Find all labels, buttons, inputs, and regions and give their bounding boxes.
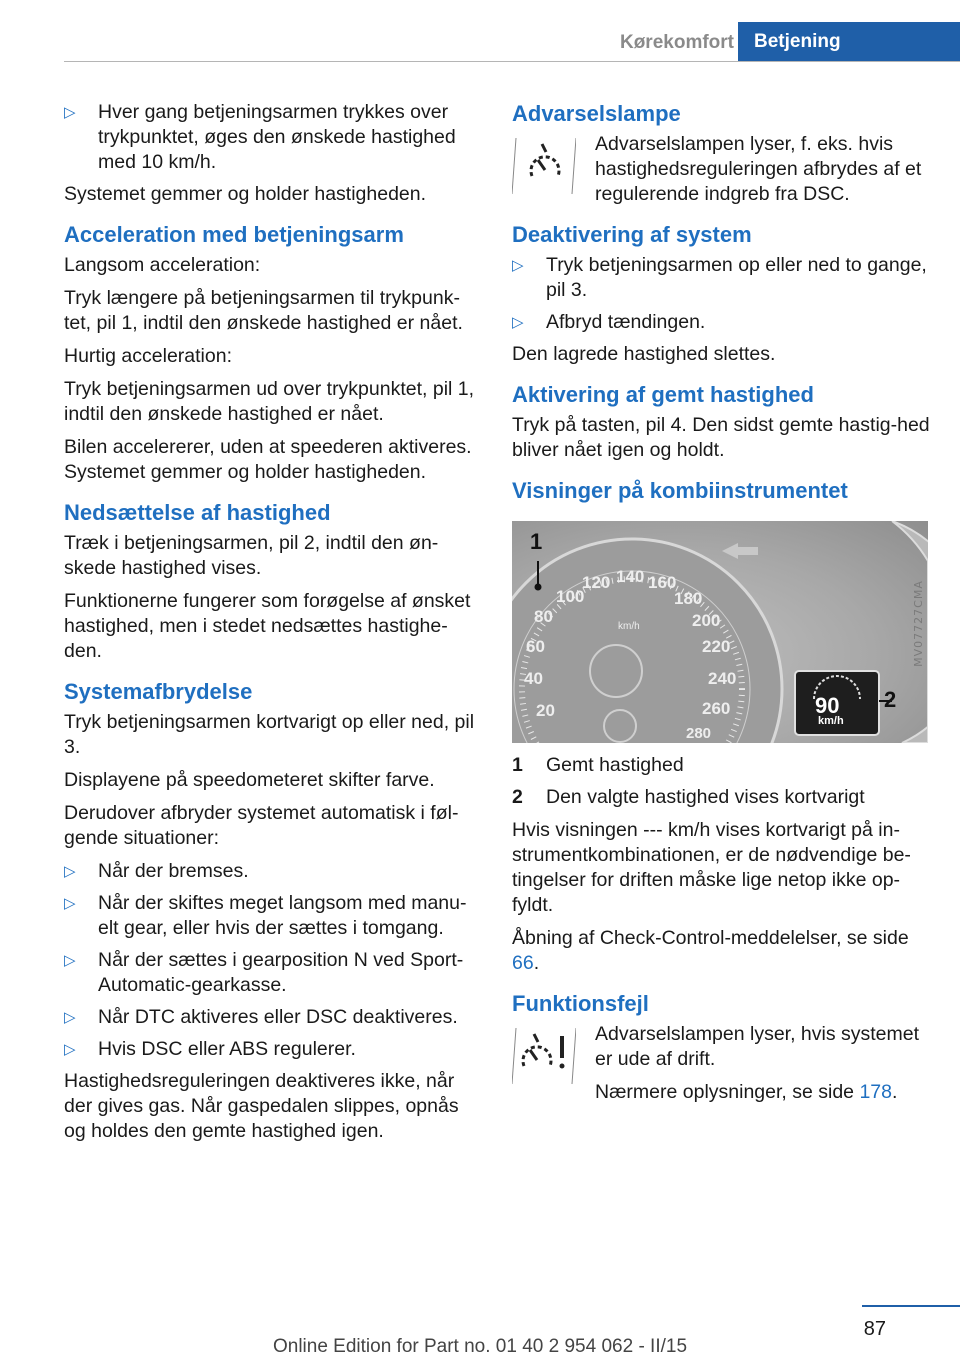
page-link-66[interactable]: 66 xyxy=(512,952,534,974)
right-column xyxy=(512,100,932,1113)
callout-2: 2 xyxy=(884,687,897,712)
footer-rule xyxy=(862,1305,960,1307)
triangle-right-icon: ▷ xyxy=(512,314,524,331)
chapter-tab[interactable]: Betjening xyxy=(738,22,960,62)
list-item: ▷ Hvis DSC eller ABS regulerer. xyxy=(64,1038,356,1060)
figure-legend xyxy=(512,753,932,810)
paragraph: Systemet gemmer og holder hastigheden. xyxy=(64,183,427,205)
display-speed-unit: km/h xyxy=(818,715,844,727)
speed-label: 40 xyxy=(524,669,543,688)
triangle-right-icon: ▷ xyxy=(64,863,76,880)
paragraph: Nærmere oplysninger, se side 178. xyxy=(595,1081,898,1103)
list-item: ▷ Hver gang betjeningsarmen trykkes over trykpunktet, øges den ønskede hastighed med 10 km/h. xyxy=(64,101,456,173)
speed-label: 120 xyxy=(582,573,611,592)
speed-label: 80 xyxy=(534,607,553,626)
paragraph: Åbning af Check-Control-meddelelser, se side 66. xyxy=(512,927,909,974)
paragraph: Hurtig acceleration: xyxy=(64,345,232,367)
speed-label: 60 xyxy=(526,637,545,656)
malfunction-text: Advarselslampen lyser, hvis systemet er ude af drift. xyxy=(595,1023,920,1070)
heading-acceleration: Acceleration med betjeningsarm xyxy=(64,222,404,247)
edition-footer: Online Edition for Part no. 01 40 2 954 062 - II/15 xyxy=(272,1336,688,1357)
paragraph: Displayene på speedometeret skifter farve. xyxy=(64,769,435,791)
triangle-right-icon: ▷ xyxy=(64,1041,76,1058)
display-speed-value: 90 xyxy=(815,693,840,718)
list-item: ▷ Afbryd tændingen. xyxy=(512,311,706,333)
heading-displays: Visninger på kombiinstrumentet xyxy=(512,478,848,503)
unit-label: km/h xyxy=(618,621,640,632)
cruise-control-fault-icon xyxy=(512,1028,576,1084)
paragraph: Tryk længere på betjeningsarmen til trykpunk-tet, pil 1, indtil den ønskede hastighed er nået. xyxy=(64,287,463,334)
paragraph: Bilen accelererer, uden at speederen aktiveres. Systemet gemmer og holder hastigheden. xyxy=(64,436,472,483)
list-item: ▷ Når der bremses. xyxy=(64,860,249,882)
page-header xyxy=(0,0,960,62)
paragraph: Tryk betjeningsarmen ud over trykpunktet, pil 1, indtil den ønskede hastighed er nået. xyxy=(64,378,475,425)
figure-code: MV07727CMA xyxy=(912,580,926,667)
heading-decrease-speed: Nedsættelse af hastighed xyxy=(64,500,331,525)
list-item: ▷ Når der sættes i gearposition N ved Sport-Automatic-gearkasse. xyxy=(64,949,464,996)
callout-1: 1 xyxy=(530,529,543,554)
header-rule xyxy=(64,61,960,62)
speed-label: 280 xyxy=(686,725,712,742)
speed-label: 20 xyxy=(536,701,555,720)
paragraph: Den lagrede hastighed slettes. xyxy=(512,343,776,365)
list-item: ▷ Når der skiftes meget langsom med manu-elt gear, eller hvis der sættes i tomgang. xyxy=(64,892,467,939)
paragraph: Derudover afbryder systemet automatisk i føl-gende situationer: xyxy=(64,802,459,849)
cruise-control-warning-icon xyxy=(512,138,576,194)
heading-warning-lamp: Advarselslampe xyxy=(512,101,681,126)
heading-deactivate: Deaktivering af system xyxy=(512,222,752,247)
paragraph: Hastighedsreguleringen deaktiveres ikke, når der gives gas. Når gaspedalen slippes, opnås og holdes den gemte hastighed igen. xyxy=(64,1070,459,1142)
speed-label: 200 xyxy=(692,611,721,630)
bullet-list-deactivate xyxy=(512,253,932,335)
legend-row: 2 Den valgte hastighed vises kortvarigt xyxy=(512,786,865,808)
heading-activate-stored: Aktivering af gemt hastighed xyxy=(512,382,814,407)
list-item: ▷ Tryk betjeningsarmen op eller ned to gange, pil 3. xyxy=(512,254,927,301)
paragraph: Langsom acceleration: xyxy=(64,254,261,276)
heading-system-interrupt: Systemafbrydelse xyxy=(64,679,253,704)
paragraph: Funktionerne fungerer som forøgelse af ønsket hastighed, men i stedet nedsættes hastighe-den. xyxy=(64,590,471,662)
malfunction-block xyxy=(512,1022,932,1105)
triangle-right-icon: ▷ xyxy=(64,895,76,912)
triangle-right-icon: ▷ xyxy=(64,952,76,969)
paragraph: Tryk på tasten, pil 4. Den sidst gemte hastig-hed bliver nået igen og holdt. xyxy=(512,414,930,461)
page-number: 87 xyxy=(863,1318,886,1340)
warning-lamp-block xyxy=(512,132,932,207)
triangle-right-icon: ▷ xyxy=(64,104,76,121)
left-column xyxy=(64,100,482,1152)
list-item: ▷ Når DTC aktiveres eller DSC deaktiveres. xyxy=(64,1006,458,1028)
instrument-cluster-figure xyxy=(512,521,928,743)
speed-label: 180 xyxy=(674,589,703,608)
speed-label: 260 xyxy=(702,699,731,718)
speed-label: 100 xyxy=(556,587,585,606)
heading-malfunction: Funktionsfejl xyxy=(512,991,649,1016)
speed-label: 220 xyxy=(702,637,731,656)
page-link-178[interactable]: 178 xyxy=(859,1081,892,1103)
speed-label: 160 xyxy=(648,573,677,592)
triangle-right-icon: ▷ xyxy=(512,257,524,274)
speed-label: 140 xyxy=(616,567,645,586)
bullet-list-situations xyxy=(64,859,482,1062)
bullet-list-top xyxy=(64,100,482,175)
legend-row: 1 Gemt hastighed xyxy=(512,754,684,776)
triangle-right-icon: ▷ xyxy=(64,1009,76,1026)
warning-lamp-text: Advarselslampen lyser, f. eks. hvis hastighedsreguleringen afbrydes af et regulerende indgreb fra DSC. xyxy=(595,133,922,205)
paragraph: Træk i betjeningsarmen, pil 2, indtil den øn-skede hastighed vises. xyxy=(64,532,439,579)
paragraph: Tryk betjeningsarmen kortvarigt op eller ned, pil 3. xyxy=(64,711,475,758)
speed-label: 240 xyxy=(708,669,737,688)
section-tab[interactable]: Kørekomfort xyxy=(619,32,734,53)
paragraph: Hvis visningen --- km/h vises kortvarigt på in-strumentkombinationen, er de nødvendige be-tingelser for driften måske lige netop ikke op-fyldt. xyxy=(512,819,911,916)
